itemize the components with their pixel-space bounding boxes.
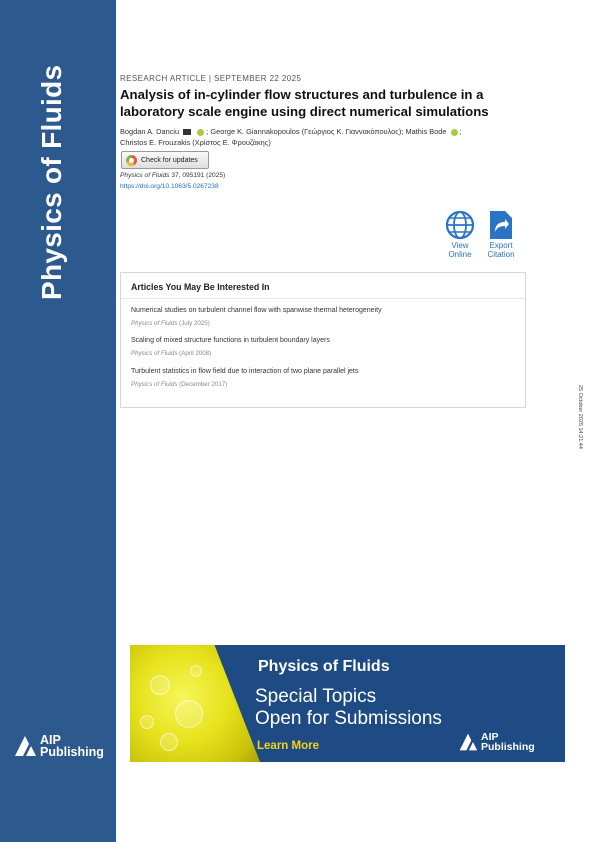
author-name[interactable]: George K. Giannakopoulos (Γεώργιος Κ. Γιαννακόπουλος) xyxy=(210,127,402,136)
banner-logo-line-aip: AIP xyxy=(481,731,499,743)
check-for-updates-button[interactable] xyxy=(121,151,209,169)
citation-line xyxy=(120,172,225,179)
author-list: Bogdan A. Danciu ; George K. Giannakopoulos (Γεώργιος Κ. Γιαννακόπουλος); Mathis Bode ; Christos E. Frouzakis (Χρίστος Ε. Φρουζάκης) xyxy=(120,127,462,147)
related-article-title[interactable]: Scaling of mixed structure functions in turbulent boundary layers xyxy=(131,337,330,344)
aip-logo-icon xyxy=(457,732,479,752)
meta-separator: | xyxy=(208,74,212,83)
banner-aip-logo xyxy=(457,732,535,752)
logo-line-aip: AIP xyxy=(40,733,61,747)
publication-date: SEPTEMBER 22 2025 xyxy=(214,74,302,83)
banner-headline-2: Open for Submissions xyxy=(255,708,442,729)
view-online-label-2: Online xyxy=(448,250,472,259)
logo-line-publishing: Publishing xyxy=(40,745,104,759)
related-article-title[interactable]: Numerical studies on turbulent channel flow with spanwise thermal heterogeneity xyxy=(131,307,382,314)
author-name[interactable]: Bogdan A. Danciu xyxy=(120,127,180,136)
related-article-title[interactable]: Turbulent statistics in flow field due to interaction of two plane parallel jets xyxy=(131,368,359,375)
list-item xyxy=(131,368,521,388)
list-item xyxy=(131,337,521,357)
export-label-2: Citation xyxy=(487,250,515,259)
banner-artwork xyxy=(130,645,260,762)
divider xyxy=(121,298,525,299)
article-title: Analysis of in-cylinder flow structures and turbulence in a laboratory scale engine using direct numerical simulations xyxy=(120,87,489,119)
banner-logo-line-publishing: Publishing xyxy=(481,741,535,753)
journal-sidebar xyxy=(0,0,116,842)
globe-icon xyxy=(445,210,475,240)
export-label-1: Export xyxy=(489,241,513,250)
crossmark-icon xyxy=(126,155,137,166)
banner-journal-name: Physics of Fluids xyxy=(258,658,390,675)
check-updates-label: Check for updates xyxy=(141,156,198,164)
view-online-button[interactable] xyxy=(440,210,480,259)
learn-more-link[interactable]: Learn More xyxy=(257,740,319,752)
article-type: RESEARCH ARTICLE xyxy=(120,74,207,83)
related-articles-box xyxy=(120,272,526,408)
related-article-journal: Physics of Fluids xyxy=(131,381,178,388)
special-topics-banner[interactable] xyxy=(130,645,565,762)
download-timestamp: 25 October 2025 14:21:44 xyxy=(577,385,583,449)
author-name[interactable]: Christos E. Frouzakis (Χρίστος Ε. Φρουζάκης) xyxy=(120,138,271,147)
export-citation-button[interactable] xyxy=(481,210,521,259)
export-icon xyxy=(489,210,513,240)
journal-name-vertical: Physics of Fluids xyxy=(36,64,67,300)
aip-publishing-logo xyxy=(12,734,104,758)
citation-journal: Physics of Fluids xyxy=(120,172,170,179)
article-meta-header xyxy=(120,74,301,83)
related-article-date: (April 2008) xyxy=(179,350,212,357)
view-online-label-1: View xyxy=(451,241,469,250)
orcid-icon[interactable] xyxy=(197,129,204,136)
list-item xyxy=(131,307,521,327)
citation-volume: 37, 095191 (2025) xyxy=(171,172,226,179)
doi-link[interactable]: https://doi.org/10.1063/5.0267238 xyxy=(120,183,219,190)
author-name[interactable]: Mathis Bode xyxy=(405,127,447,136)
related-article-date: (December 2017) xyxy=(179,381,228,388)
orcid-icon[interactable] xyxy=(451,129,458,136)
related-articles-heading: Articles You May Be Interested In xyxy=(131,282,270,292)
aip-logo-icon xyxy=(12,734,38,758)
banner-headline-1: Special Topics xyxy=(255,686,377,707)
email-icon[interactable] xyxy=(183,129,191,135)
related-article-date: (July 2025) xyxy=(179,320,210,327)
related-article-journal: Physics of Fluids xyxy=(131,350,178,357)
related-article-journal: Physics of Fluids xyxy=(131,320,178,327)
